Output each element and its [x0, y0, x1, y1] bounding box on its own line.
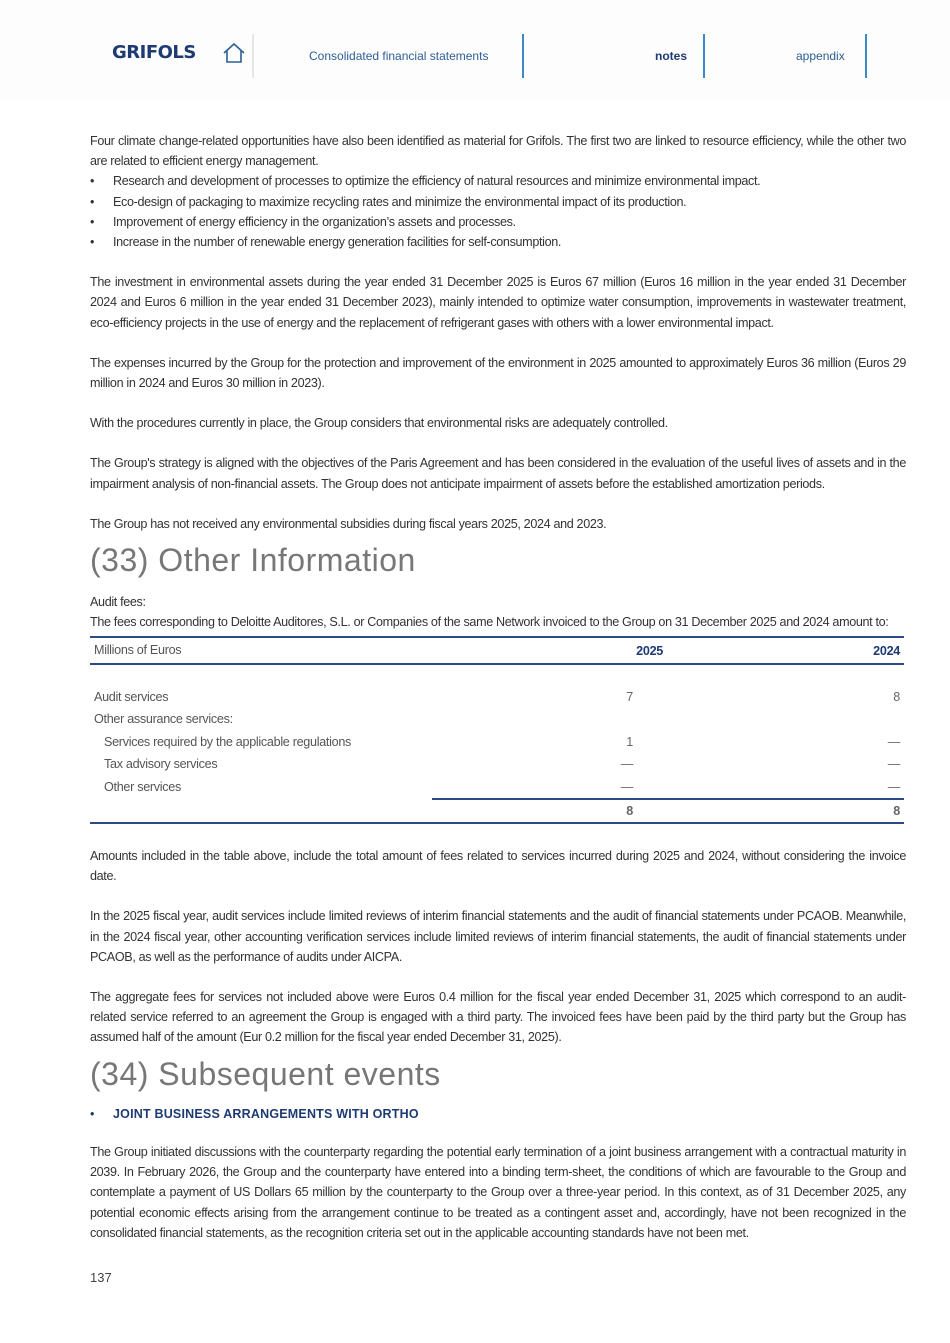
section-title-34: (34) Subsequent events: [90, 1055, 441, 1092]
value-2025: —: [432, 776, 669, 799]
list-item: • Increase in the number of renewable energy generation facilities for self-consumption.: [90, 232, 906, 252]
table-row: [90, 708, 904, 731]
paragraph: The expenses incurred by the Group for the protection and improvement of the environment in 2025 amounted to approximately Euros 36 million (Euros 29 million in 2024 and Euros 30 million in 2023).: [90, 355, 906, 391]
paragraph: The Group has not received any environmental subsidies during fiscal years 2025, 2024 and 2023.: [90, 516, 607, 531]
list-item: • Research and development of processes to optimize the efficiency of natural resources and minimize environmental impact.: [90, 171, 906, 191]
table-total-row: [90, 799, 904, 823]
value-2024: —: [669, 776, 904, 799]
col-header-2025: 2025: [636, 644, 663, 659]
opportunities-list: [90, 171, 906, 252]
paragraph: Four climate change-related opportunities have also been identified as material for Grifols. The first two are linked to resource efficiency, while the other two are related to efficient energy management.: [90, 134, 906, 169]
list-item: • Improvement of energy efficiency in the organization’s assets and processes.: [90, 212, 906, 232]
paragraph: In the 2025 fiscal year, audit services include limited reviews of interim financial statements and the audit of financial statements under PCAOB. Meanwhile, in the 2024 fiscal year, other accounting verification services include limited reviews of interim financial statements, the audit of financial statements under PCAOB, as well as the performance of audits under AICPA.: [90, 909, 906, 964]
nav-consolidated-statements[interactable]: Consolidated financial statements: [309, 49, 489, 63]
home-icon[interactable]: [222, 42, 246, 64]
nav-notes[interactable]: notes: [655, 49, 688, 63]
paragraph: The aggregate fees for services not included above were Euros 0.4 million for the fiscal year ended December 31, 2025 which correspond to an audit-related service referred to an agreement the Group is engaged with a third party. The invoiced fees have been paid by the third party but the Group has assumed half of the amount (Eur 0.2 million for the fiscal year ended December 31, 2025).: [90, 990, 906, 1045]
col-header-2024: 2024: [873, 644, 900, 659]
row-label: Services required by the applicable regulations: [104, 734, 352, 749]
audit-fees-lead: The fees corresponding to Deloitte Auditores, S.L. or Companies of the same Network invoiced to the Group on 31 December 2025 and 2024 amount to:: [90, 615, 889, 630]
value-2025: [432, 708, 669, 731]
value-2024: [669, 708, 904, 731]
value-2024: —: [887, 757, 900, 772]
total-2025: 8: [626, 803, 633, 818]
value-2024: —: [887, 734, 900, 749]
value-2025: —: [620, 757, 633, 772]
row-label: Tax advisory services: [104, 757, 218, 772]
paragraph: With the procedures currently in place, the Group considers that environmental risks are adequately controlled.: [90, 416, 668, 431]
bullet: •: [90, 1106, 95, 1121]
subheading-text: JOINT BUSINESS ARRANGEMENTS WITH ORTHO: [113, 1106, 419, 1121]
grifols-logo[interactable]: GRIFOLS: [112, 42, 196, 63]
audit-fees-label: Audit fees:: [90, 595, 146, 610]
paragraph: The Group's strategy is aligned with the objectives of the Paris Agreement and has been considered in the evaluation of the useful lives of assets and in the impairment analysis of non-financial assets. The Group does not anticipate impairment of assets before the established amortization periods.: [90, 456, 906, 491]
value-2024: 8: [893, 689, 900, 704]
nav-appendix[interactable]: appendix: [796, 49, 845, 63]
value-2025: 7: [626, 689, 633, 704]
paragraph: The Group initiated discussions with the counterparty regarding the potential early termination of a joint business arrangement with a contractual maturity in 2039. In February 2026, the Group and the counterparty have entered into a binding term-sheet, the conditions of which are favourable to the Group and contemplate a payment of US Dollars 65 million by the counterparty to the Group over a three-year period. In this context, as of 31 December 2025, any potential economic effects arising from the arrangement continue to be treated as a contingent asset and, accordingly, have not been recognized in the consolidated financial statements, as the recognition criteria set out in the applicable accounting standards have not been met.: [90, 1144, 906, 1240]
total-2024: 8: [893, 803, 900, 818]
table-row: [90, 731, 904, 754]
table-row: [90, 776, 904, 799]
table-header: [90, 637, 904, 663]
col-header-label: Millions of Euros: [94, 643, 182, 658]
paragraph: The investment in environmental assets during the year ended 31 December 2025 is Euros 67 million (Euros 16 million in the year ended 31 December 2024 and Euros 6 million in the year ended 31 December 2023), mainly intended to optimize water consumption, improvements in wastewater treatment, eco-efficiency projects in the use of energy and the replacement of refrigerant gases with others with a lower environmental impact.: [90, 275, 906, 330]
row-label: Audit services: [94, 689, 169, 704]
page-number: 137: [90, 1270, 112, 1285]
row-label: Other services: [104, 780, 181, 795]
audit-fees-table: [90, 636, 904, 824]
table-row: [90, 753, 904, 776]
row-label: Other assurance services:: [94, 712, 233, 727]
list-item: • Eco-design of packaging to maximize recycling rates and minimize the environmental impact of its production.: [90, 192, 906, 212]
subheading: [90, 1104, 906, 1124]
header-bar: [0, 0, 950, 100]
paragraph: Amounts included in the table above, include the total amount of fees related to services incurred during 2025 and 2024, without considering the invoice date.: [90, 849, 906, 884]
page-content: [90, 131, 906, 1263]
table-row: [90, 686, 904, 709]
value-2025: 1: [626, 734, 633, 749]
section-title-33: (33) Other Information: [90, 542, 416, 579]
